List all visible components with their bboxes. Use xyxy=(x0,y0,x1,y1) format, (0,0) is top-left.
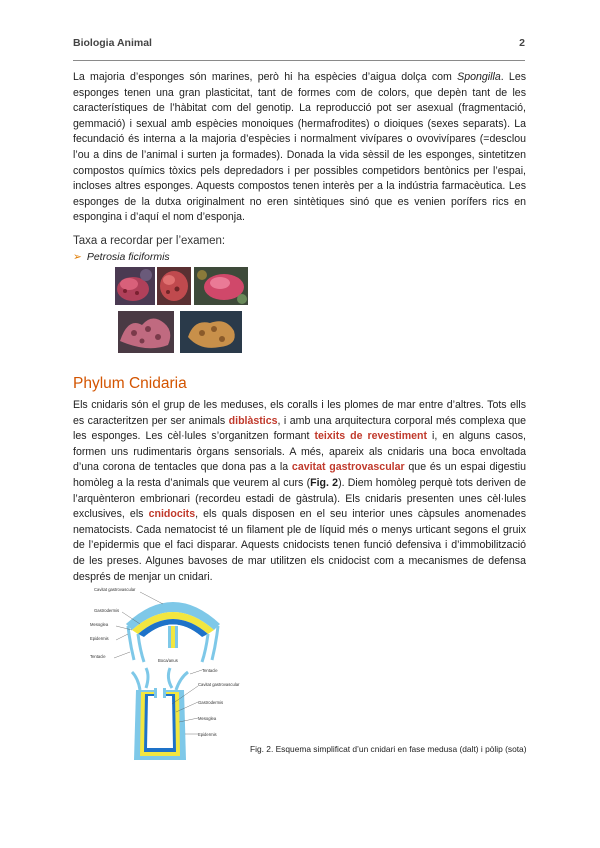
cnidarian-diagram xyxy=(88,582,258,762)
section-title-cnidaria: Phylum Cnidaria xyxy=(73,375,187,392)
polyp-label-tentacle: Tentacle xyxy=(202,668,218,673)
medusa-label-tentacle: Tentacle xyxy=(90,654,106,659)
sponges-paragraph xyxy=(73,70,526,226)
medusa-label-epidermis: Epidermis xyxy=(90,636,109,641)
text-run: . Les esponges tenen una gran plasticitat, tant de formes com de colors, que depèn tant de les característiques de l’hàbitat com del genotip. La reproducció pot ser asexual (fragmentació, gemmació) i sexual amb espècies monoiques (hermafrodites) o dioiques (sexes separats). La fecundació és interna a la majoria d’espècies i normalment vivípares o ovovivípares (=desclou l’ou a dins de l’animal i surten ja formades). Donada la vida sèssil de les esponges, sintetitzen compostos químics tòxics pels depredadors i per possibles competidors bentònics per l’espai, incloses altres esponges. Aquests compostos tenen interès per a la indústria farmacèutica. Les esponges de la dutxa originalment no eren sintètiques sinó que es venien porífers rics en espongina i d’aquí el nom d’esponja. xyxy=(73,71,527,224)
page-header xyxy=(73,34,525,61)
cnidaria-paragraph xyxy=(73,398,526,585)
key-term: cnidocits xyxy=(148,508,196,521)
taxa-title: Taxa a recordar per l’examen: xyxy=(73,235,226,247)
key-term: cavitat gastrovascular xyxy=(291,461,405,474)
medusa-label-mesoglea: Mesoglea xyxy=(90,622,109,627)
text-run: i, en alguns casos, formen uns rudimentaris òrgans sensorials. A més, apareix als cnidaris una boca envoltada d’una corona de tentacles que dona pas a la xyxy=(73,430,526,474)
polyp-label-mesoglea: Mesoglea xyxy=(198,716,217,721)
page-number: 2 xyxy=(519,37,525,49)
medusa-label-cavity: Cavitat gastrovascular xyxy=(94,587,136,592)
polyp-label-epidermis: Epidermis xyxy=(198,732,217,737)
header-title: Biologia Animal xyxy=(73,37,152,49)
taxa-list-item xyxy=(73,251,170,263)
arrow-bullet-icon: ➢ xyxy=(73,251,82,263)
sponge-photo-3 xyxy=(194,267,248,305)
species-name: Petrosia ficiformis xyxy=(86,251,170,263)
genus-name: Spongilla xyxy=(457,71,501,83)
text-run: , els quals disposen en el seu interior unes càpsules anomenades nematocists. Cada nematocist té un filament ple de líquid més o menys urticant segons el gruix de l’epidermis que el faci disparar. Aquests cnidocists tenen funció defensiva i d’immobilització de les preses. Algunes bavoses de mar utilitzen els cnidocist com a mecanismes de defensa després de menjar un cnidari. xyxy=(73,508,526,583)
text-run: que és un espai digestiu homòleg a la resta d’animals que veurem al curs ( xyxy=(73,461,526,489)
text-run: ). Diem homòleg perquè tots deriven de l’arquènteron embrionari (recordeu estadi de gàstrula). Els cnidaris presenten unes cèl·lules exclusives, els xyxy=(73,476,526,521)
sponge-photo-2 xyxy=(157,267,191,305)
sponge-photo-4 xyxy=(118,311,174,353)
polyp-label-gastrodermis: Gastrodermis xyxy=(198,700,224,705)
polyp-label-cavity: Cavitat gastrovascular xyxy=(198,682,240,687)
medusa-label-mouth: Boca/anus xyxy=(158,658,178,663)
text-run: Els cnidaris són el grup de les meduses, els coralls i les plomes de mar entre d’altres. Tots ells es caracteritzen per ser animals xyxy=(73,399,526,427)
key-term: teixits de revestiment xyxy=(314,430,427,443)
figure-reference: Fig. 2 xyxy=(310,476,339,489)
medusa-label-gastrodermis: Gastrodermis xyxy=(94,608,120,613)
sponge-photo-5 xyxy=(180,311,242,353)
sponge-photo-1 xyxy=(115,267,155,305)
polyp-drawing xyxy=(132,668,188,760)
text-run: La majoria d’esponges són marines, però hi ha espècies d’aigua dolça com xyxy=(73,71,458,83)
figure-caption: Fig. 2. Esquema simplificat d’un cnidari en fase medusa (dalt) i pòlip (sota) xyxy=(250,744,527,754)
key-term: diblàstics xyxy=(228,414,278,427)
text-run: , i amb una arquitectura corporal més complexa que les esponges. Les cèl·lules s’organitzen formant xyxy=(73,414,526,443)
medusa-drawing xyxy=(126,602,220,662)
